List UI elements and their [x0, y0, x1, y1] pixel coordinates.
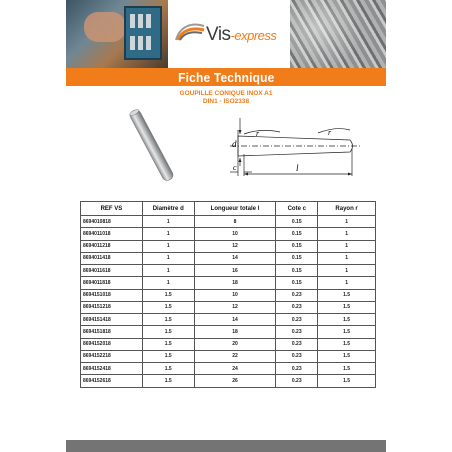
table-cell: 1.5 — [142, 350, 194, 362]
table-cell: 1 — [142, 277, 194, 289]
table-cell: 1.5 — [142, 289, 194, 301]
ref-cell: 8694010818 — [81, 216, 143, 228]
column-header: Longueur totale l — [194, 202, 276, 216]
table-cell: 1 — [142, 216, 194, 228]
table-row — [81, 326, 376, 338]
table-cell: 1 — [142, 228, 194, 240]
table-cell: 18 — [194, 326, 276, 338]
brand-name-accent: -express — [230, 28, 277, 43]
header-photo-toolbox — [66, 0, 168, 68]
column-header: Cote c — [276, 202, 318, 216]
swoosh-logo-icon — [174, 20, 206, 42]
arrowhead — [239, 130, 242, 134]
table-row — [81, 314, 376, 326]
table-row — [81, 265, 376, 277]
bit-shape — [138, 36, 143, 50]
column-header: Diamètre d — [142, 202, 194, 216]
table-cell: 24 — [194, 363, 276, 375]
table-cell: 0.23 — [276, 375, 318, 387]
table-cell: 0.15 — [276, 240, 318, 252]
table-header-row — [81, 202, 376, 216]
table-cell: 8 — [194, 216, 276, 228]
table-cell: 16 — [194, 265, 276, 277]
table-cell: 1 — [142, 252, 194, 264]
table-cell: 1.5 — [142, 301, 194, 313]
table-row — [81, 363, 376, 375]
table-row — [81, 350, 376, 362]
label-l: l — [296, 163, 299, 173]
table-cell: 0.23 — [276, 314, 318, 326]
ref-cell: 8694011618 — [81, 265, 143, 277]
title-bar — [66, 68, 386, 86]
table-row — [81, 338, 376, 350]
table-cell: 1.5 — [318, 375, 376, 387]
table-row — [81, 228, 376, 240]
header-banner — [66, 0, 386, 68]
table-row — [81, 289, 376, 301]
radius-leader-right — [318, 129, 350, 133]
table-cell: 1 — [318, 240, 376, 252]
ref-cell: 8694011418 — [81, 252, 143, 264]
table-cell: 1.5 — [142, 314, 194, 326]
table-cell: 10 — [194, 289, 276, 301]
table-body — [81, 216, 376, 388]
table-cell: 0.15 — [276, 228, 318, 240]
bit-shape — [146, 14, 151, 28]
spec-table — [80, 201, 376, 388]
table-cell: 12 — [194, 301, 276, 313]
table-row — [81, 252, 376, 264]
bit-shape — [130, 36, 135, 50]
bit-shape — [130, 14, 135, 28]
table-cell: 0.23 — [276, 350, 318, 362]
ref-cell: 8694152218 — [81, 350, 143, 362]
product-title: GOUPILLE CONIQUE INOX A1 — [179, 90, 273, 97]
ref-cell: 8694151218 — [81, 301, 143, 313]
ref-cell: 8694011218 — [81, 240, 143, 252]
table-cell: 22 — [194, 350, 276, 362]
table-cell: 0.23 — [276, 289, 318, 301]
table-cell: 0.15 — [276, 252, 318, 264]
table-cell: 0.15 — [276, 265, 318, 277]
table-cell: 1 — [142, 240, 194, 252]
photo-shine — [290, 0, 386, 68]
arrowhead — [348, 173, 352, 176]
table-cell: 1 — [318, 228, 376, 240]
table-cell: 10 — [194, 228, 276, 240]
table-cell: 1.5 — [318, 350, 376, 362]
table-cell: 0.15 — [276, 216, 318, 228]
table-cell: 1.5 — [318, 301, 376, 313]
table-cell: 1.5 — [318, 289, 376, 301]
ref-cell: 8694151018 — [81, 289, 143, 301]
technical-drawing — [200, 116, 366, 182]
brand-name — [206, 24, 276, 46]
table-cell: 1.5 — [142, 363, 194, 375]
logo — [168, 0, 290, 68]
table-cell: 1 — [318, 277, 376, 289]
ref-cell: 8694011018 — [81, 228, 143, 240]
table-row — [81, 375, 376, 387]
table-cell: 1.5 — [318, 363, 376, 375]
column-header: REF VS — [81, 202, 143, 216]
table-cell: 14 — [194, 252, 276, 264]
brand-name-main: Vis — [206, 24, 231, 45]
ref-cell: 8694151418 — [81, 314, 143, 326]
table-cell: 0.15 — [276, 277, 318, 289]
ref-cell: 8694151818 — [81, 326, 143, 338]
label-r-right: r — [328, 128, 332, 137]
bit-shape — [138, 14, 143, 28]
table-cell: 1.5 — [142, 326, 194, 338]
table-cell: 1.5 — [318, 326, 376, 338]
table-cell: 0.23 — [276, 326, 318, 338]
hand-shape — [84, 12, 126, 42]
table-cell: 1.5 — [142, 338, 194, 350]
arrowhead — [244, 173, 248, 176]
taper-pin-photo — [120, 104, 184, 186]
table-cell: 0.23 — [276, 338, 318, 350]
label-r-left: r — [256, 129, 260, 138]
label-d: d — [232, 139, 237, 149]
arrowhead — [239, 158, 242, 162]
ref-cell: 8694152018 — [81, 338, 143, 350]
table-cell: 0.23 — [276, 301, 318, 313]
page-title: Fiche Technique — [177, 69, 275, 85]
table-cell: 26 — [194, 375, 276, 387]
product-norm: DIN1 - ISO2338 — [202, 98, 250, 105]
table-cell: 18 — [194, 277, 276, 289]
table-cell: 1 — [318, 252, 376, 264]
table-cell: 1 — [142, 265, 194, 277]
radius-leader-left — [244, 130, 280, 134]
table-cell: 12 — [194, 240, 276, 252]
footer-bar — [66, 440, 386, 452]
table-row — [81, 216, 376, 228]
table-cell: 1.5 — [142, 375, 194, 387]
label-c: c — [233, 163, 237, 172]
ref-cell: 8694011818 — [81, 277, 143, 289]
ref-cell: 8694152618 — [81, 375, 143, 387]
table-cell: 1 — [318, 216, 376, 228]
table-row — [81, 277, 376, 289]
table-cell: 1.5 — [318, 314, 376, 326]
table-cell: 1.5 — [318, 338, 376, 350]
table-cell: 1 — [318, 265, 376, 277]
table-cell: 14 — [194, 314, 276, 326]
table-cell: 20 — [194, 338, 276, 350]
ref-cell: 8694152418 — [81, 363, 143, 375]
header-photo-screws — [290, 0, 386, 68]
table-row — [81, 301, 376, 313]
table-row — [81, 240, 376, 252]
bit-shape — [146, 36, 151, 50]
column-header: Rayon r — [318, 202, 376, 216]
table-cell: 0.23 — [276, 363, 318, 375]
